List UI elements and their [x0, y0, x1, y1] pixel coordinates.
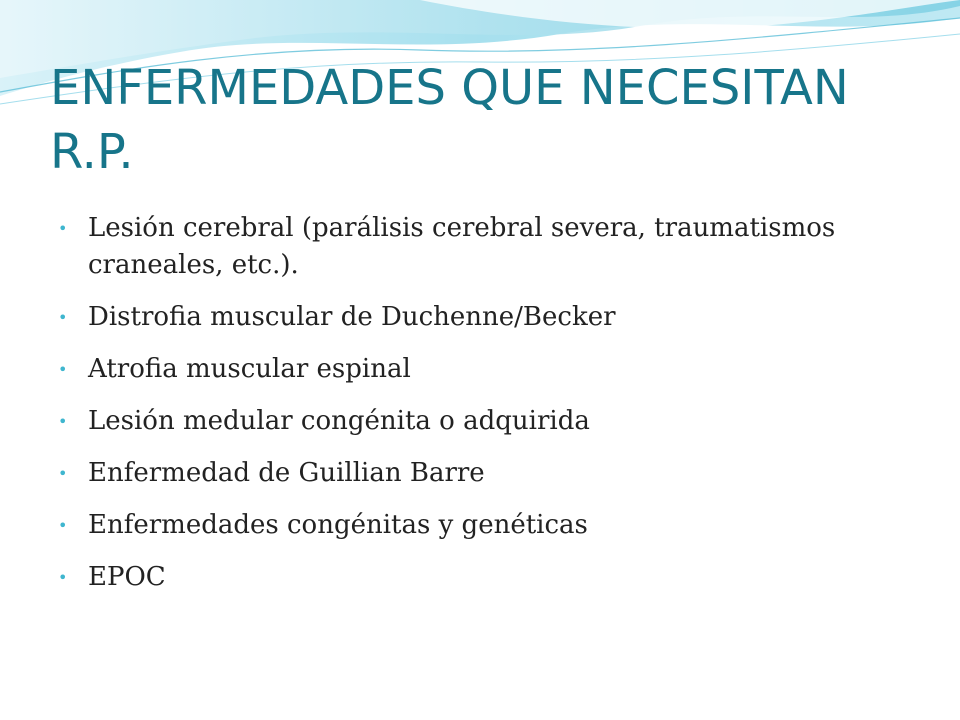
list-item-text: Distrofia muscular de Duchenne/Becker: [88, 302, 616, 332]
bullet-list: [58, 210, 918, 611]
list-item: [58, 403, 918, 440]
list-item: [58, 351, 918, 388]
bullet-icon: •: [58, 568, 68, 587]
slide-title: ENFERMEDADES QUE NECESITAN R.P.: [50, 60, 849, 180]
bullet-icon: •: [58, 360, 68, 379]
list-item-text: EPOC: [88, 562, 166, 592]
list-item: [58, 299, 918, 336]
list-item: [58, 559, 918, 596]
bullet-icon: •: [58, 412, 68, 431]
list-item-text: Enfermedades congénitas y genéticas: [88, 510, 588, 540]
list-item-text: Enfermedad de Guillian Barre: [88, 458, 485, 488]
bullet-icon: •: [58, 516, 68, 535]
list-item-text: Lesión cerebral (parálisis cerebral severa, traumatismos craneales, etc.).: [88, 213, 836, 280]
bullet-icon: •: [58, 464, 68, 483]
list-item: [58, 210, 918, 284]
list-item: [58, 455, 918, 492]
bullet-icon: •: [58, 219, 68, 238]
list-item-text: Lesión medular congénita o adquirida: [88, 406, 590, 436]
list-item: [58, 507, 918, 544]
bullet-icon: •: [58, 308, 68, 327]
list-item-text: Atrofia muscular espinal: [88, 354, 411, 384]
